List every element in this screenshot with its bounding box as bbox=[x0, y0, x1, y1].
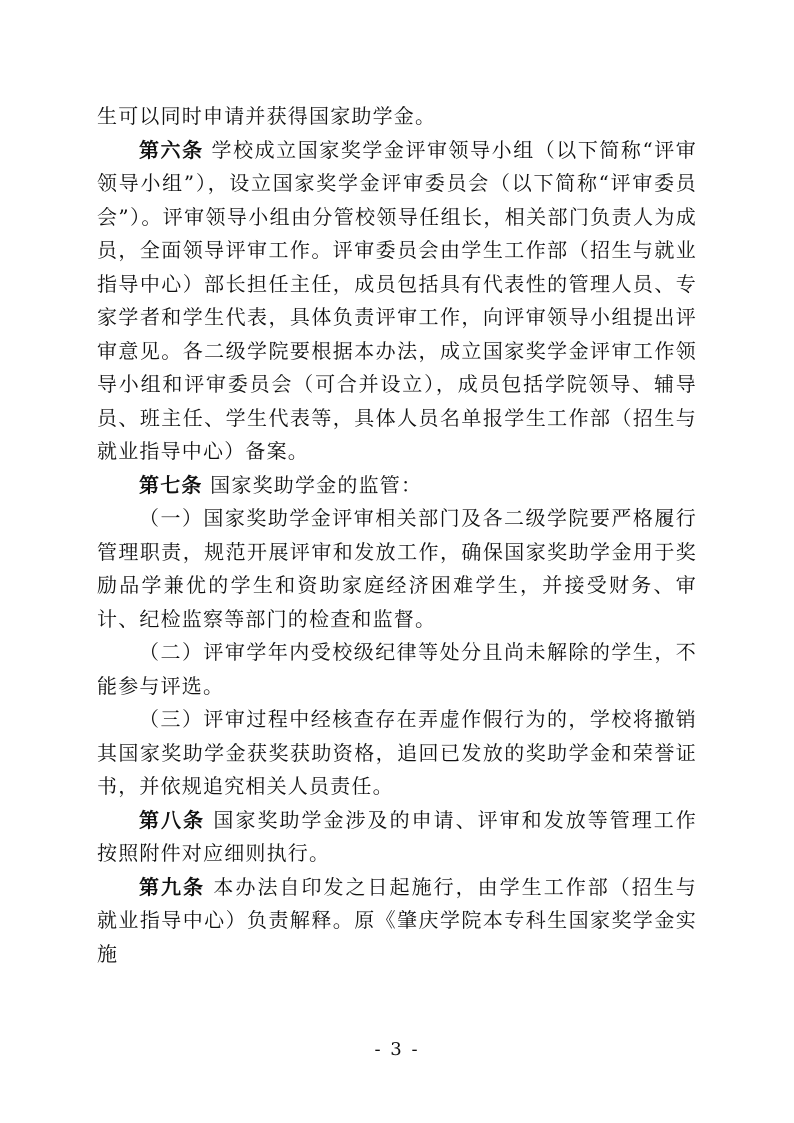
paragraph-text: 生可以同时申请并获得国家助学金。 bbox=[97, 104, 437, 128]
article-9 bbox=[97, 871, 697, 972]
article-heading: 第八条 bbox=[139, 807, 206, 832]
paragraph-text: 学校成立国家奖学金评审领导小组（以下简称“评审领导小组”），设立国家奖学金评审委员会（以下简称“评审委员会”）。评审领导小组由分管校领导任组长，相关部门负责人为成员，全面领导评审工作。评审委员会由学生工作部（招生与就业指导中心）部长担任主任，成员包括具有代表性的管理人员、专家学者和学生代表，具体负责评审工作，向评审领导小组提出评审意见。各二级学院要根据本办法，成立国家奖学金评审工作领导小组和评审委员会（可合并设立），成员包括学院领导、辅导员、班主任、学生代表等，具体人员名单报学生工作部（招生与就业指导中心）备案。 bbox=[97, 137, 697, 463]
article-6 bbox=[97, 134, 697, 469]
document-body bbox=[97, 100, 697, 971]
paragraph-text: 本办法自印发之日起施行，由学生工作部（招生与就业指导中心）负责解释。原《肇庆学院本专科生国家奖学金实施 bbox=[97, 874, 697, 966]
article-7-item-1 bbox=[97, 502, 697, 636]
paragraph-text: （三）评审过程中经核查存在弄虚作假行为的，学校将撤销其国家奖助学金获奖获助资格，追回已发放的奖助学金和荣誉证书，并依规追究相关人员责任。 bbox=[97, 707, 697, 798]
article-heading: 第九条 bbox=[139, 874, 206, 899]
paragraph-text: 国家奖助学金涉及的申请、评审和发放等管理工作按照附件对应细则执行。 bbox=[97, 807, 697, 865]
paragraph-text: （一）国家奖助学金评审相关部门及各二级学院要严格履行管理职责，规范开展评审和发放工作，确保国家奖助学金用于奖励品学兼优的学生和资助家庭经济困难学生，并接受财务、审计、纪检监察等部门的检查和监督。 bbox=[97, 506, 697, 631]
article-7 bbox=[97, 469, 697, 503]
article-7-item-2 bbox=[97, 636, 697, 703]
paragraph-continuation bbox=[97, 100, 697, 134]
article-8 bbox=[97, 804, 697, 871]
paragraph-text: （二）评审学年内受校级纪律等处分且尚未解除的学生，不能参与评选。 bbox=[97, 640, 697, 698]
paragraph-text: 国家奖助学金的监管： bbox=[202, 472, 423, 497]
article-heading: 第六条 bbox=[139, 137, 204, 162]
page-number: - 3 - bbox=[374, 1039, 420, 1060]
article-heading: 第七条 bbox=[139, 472, 203, 497]
article-7-item-3 bbox=[97, 703, 697, 804]
